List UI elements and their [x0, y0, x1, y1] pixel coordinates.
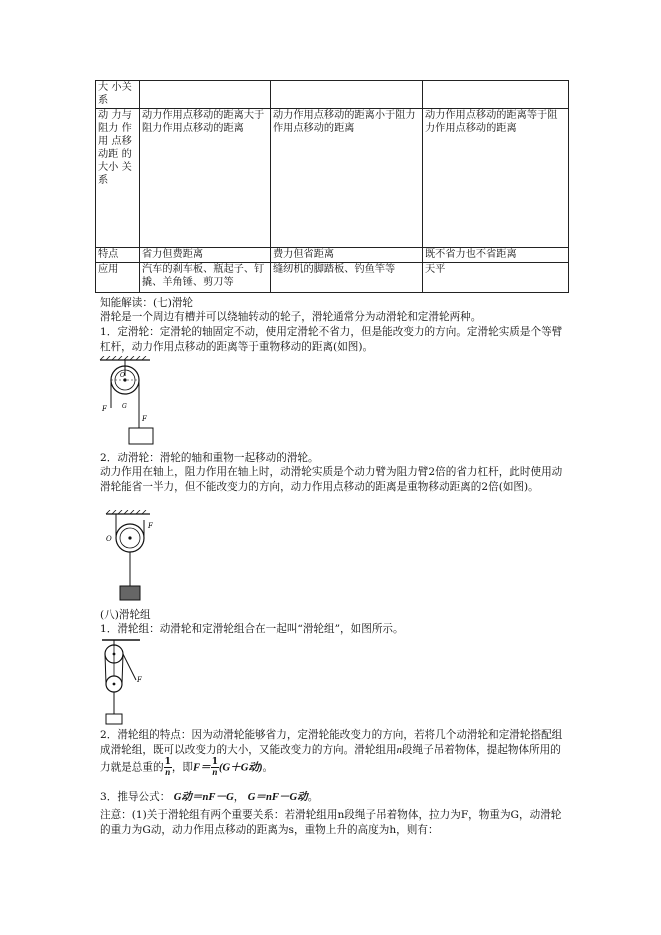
- derivation-formulas: [100, 790, 570, 805]
- cell: 费力但省距离: [271, 248, 423, 263]
- table-row: [96, 263, 569, 293]
- cell: 天平: [423, 263, 569, 293]
- fixed-pulley-figure: [98, 356, 168, 456]
- fraction: [164, 758, 172, 777]
- label-group-f: F: [137, 676, 142, 684]
- table-row: [96, 248, 569, 263]
- formula-fraction-denominator: n: [212, 767, 218, 777]
- cell: 动力作用点移动的距离大于阻力作用点移动的距离: [140, 109, 271, 248]
- formula-tail: (G＋G动): [218, 762, 263, 774]
- formula-separator: ，: [233, 791, 245, 803]
- pulley-group-figure: [100, 638, 160, 728]
- cell: 动力作用点移动的距离小于阻力作用点移动的距离: [271, 109, 423, 248]
- moving-pulley-figure: [104, 510, 174, 610]
- row-label-relation: 大 小关系: [96, 81, 140, 109]
- row-label-distance: 动 力与 阻力 作用 点移 动距 的 大小 关系: [96, 109, 140, 248]
- formula-fraction-numerator: 1: [211, 757, 218, 767]
- feature-text-a: 2．滑轮组的特点：因为动滑轮能够省力，定滑轮能改变力的方向，若将几个动滑轮和定滑轮搭配组成滑轮组，既可以改变力的大小，又能改变力的方向。滑轮组用: [100, 729, 563, 756]
- fraction-denominator: n: [165, 767, 171, 777]
- label-moving-f: F: [148, 522, 153, 530]
- section-heading-pulley: 知能解读：(七)滑轮: [100, 297, 194, 309]
- label-o: O: [120, 372, 125, 379]
- feature-text-b: 段绳子吊着物体，提起物体所用的力就是总重的: [100, 744, 561, 774]
- note-paragraph: 注意：(1)关于滑轮组有两个重要关系：若滑轮组用n段绳子吊着物体，拉力为F，物重为G，动滑轮的重力为G动，动力作用点移动的距离为s，重物上升的高度为h，则有：: [100, 809, 562, 836]
- derivation-label: 3．推导公式：: [100, 791, 171, 803]
- pulley-intro: 滑轮是一个周边有槽并可以绕轴转动的轮子，滑轮通常分为动滑轮和定滑轮两种。: [100, 311, 482, 323]
- fraction-numerator: 1: [164, 757, 171, 767]
- formula-end-2: 。: [307, 791, 319, 803]
- cell: [271, 81, 423, 109]
- cell: [140, 81, 271, 109]
- lever-comparison-table: [95, 80, 569, 293]
- label-f2: F: [142, 415, 147, 423]
- formula-prefix: ，即: [171, 761, 194, 774]
- label-moving-o: O: [106, 535, 112, 543]
- table-row: [96, 81, 569, 109]
- cell: 动力作用点移动的距离等于阻力作用点移动的距离: [423, 109, 569, 248]
- moving-pulley-body: 动力作用在轴上，阻力作用在轴上时，动滑轮实质是个动力臂为阻力臂2倍的省力杠杆，此时使用动滑轮能省一半力，但不能改变力的方向，动力作用点移动的距离是重物移动距离的2倍(如图)。: [100, 466, 563, 493]
- cell: 既不省力也不省距离: [423, 248, 569, 263]
- formula-moving-weight: G动＝nF－G: [173, 792, 234, 803]
- section-heading-group: (八)滑轮组: [100, 609, 151, 621]
- formula-end: 。: [262, 761, 274, 774]
- label-g: G: [122, 403, 127, 410]
- formula-object-weight: G＝nF－G动: [247, 792, 308, 803]
- pulley-group-feature: [100, 728, 570, 777]
- label-f1: F: [102, 405, 107, 413]
- cell: 缝纫机的脚踏板、钓鱼竿等: [271, 263, 423, 293]
- row-label-feature: 特点: [96, 248, 140, 263]
- formula-f: F＝: [193, 762, 211, 774]
- fixed-pulley-text: 1．定滑轮：定滑轮的轴固定不动，使用定滑轮不省力，但是能改变力的方向。定滑轮实质是个等臂杠杆，动力作用点移动的距离等于重物移动的距离(如图)。: [100, 326, 563, 353]
- cell: 省力但费距离: [140, 248, 271, 263]
- cell: [423, 81, 569, 109]
- row-label-use: 应用: [96, 263, 140, 293]
- formula-fraction: [211, 758, 219, 777]
- feature-n: n: [396, 745, 402, 756]
- moving-pulley-title: 2．动滑轮：滑轮的轴和重物一起移动的滑轮。: [100, 452, 319, 464]
- cell: 汽车的刹车板、瓶起子、钉撬、羊角锤、剪刀等: [140, 263, 271, 293]
- pulley-group-definition: 1．滑轮组：动滑轮和定滑轮组合在一起叫“滑轮组”，如图所示。: [100, 623, 404, 635]
- table-row: [96, 109, 569, 248]
